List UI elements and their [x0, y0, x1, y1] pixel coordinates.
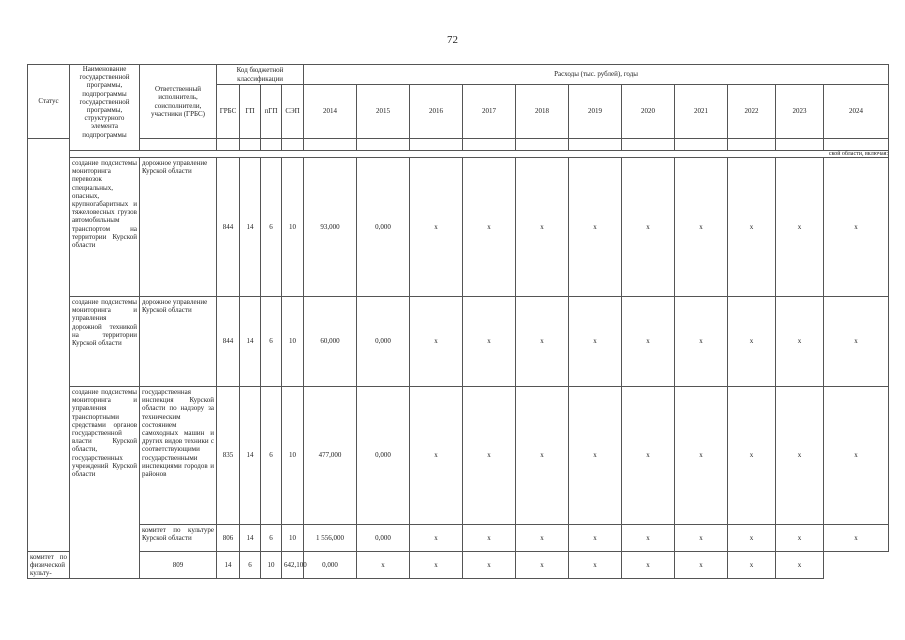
expense-value: x — [357, 552, 410, 579]
sep-code: 10 — [282, 297, 304, 387]
cell — [824, 139, 889, 151]
expense-value: 642,100 — [282, 552, 304, 579]
header-expenses: Расходы (тыс. рублей), годы — [304, 65, 889, 85]
expense-value: x — [776, 552, 824, 579]
expense-value: x — [824, 387, 889, 525]
pgp-code: 6 — [261, 387, 282, 525]
grbs-code: 806 — [217, 525, 240, 552]
sep-code: 10 — [282, 387, 304, 525]
expense-value: x — [728, 297, 776, 387]
executor-name: государственная инспекция Курской области по надзору за техническим состоянием самоходных машин и других видов техники с соответствующими государственными инспекциями городов и районов — [140, 387, 217, 525]
executor-name: дорожное управление Курской области — [140, 158, 217, 297]
expense-value: 0,000 — [357, 158, 410, 297]
expense-value: x — [728, 158, 776, 297]
sep-code: 10 — [261, 552, 282, 579]
expense-value: x — [622, 552, 675, 579]
expense-value: x — [569, 297, 622, 387]
expense-value: 0,000 — [357, 525, 410, 552]
gp-code: 14 — [217, 552, 240, 579]
header-year: 2021 — [675, 85, 728, 139]
pgp-code: 6 — [261, 525, 282, 552]
budget-table — [27, 64, 889, 579]
header-sep: СЭП — [282, 85, 304, 139]
expense-value: 1 556,000 — [304, 525, 357, 552]
expense-value: x — [569, 387, 622, 525]
grbs-code: 844 — [217, 158, 240, 297]
expense-value: x — [728, 525, 776, 552]
status-cell — [28, 139, 70, 552]
expense-value: 0,000 — [357, 387, 410, 525]
expense-value: 0,000 — [304, 552, 357, 579]
expense-value: x — [824, 525, 889, 552]
program-name: создание подсистемы мониторинга перевозок специальных, опасных, крупногабаритных и тяжеловесных грузов автомобильным транспортом на территории Курской области — [70, 158, 140, 297]
cell — [569, 139, 622, 151]
expense-value: x — [516, 297, 569, 387]
expense-value: 93,000 — [304, 158, 357, 297]
cell — [217, 139, 240, 151]
expense-value: x — [463, 158, 516, 297]
expense-value: x — [410, 158, 463, 297]
header-year: 2023 — [776, 85, 824, 139]
cell — [240, 139, 261, 151]
pgp-code: 6 — [240, 552, 261, 579]
sep-code: 10 — [282, 158, 304, 297]
expense-value: x — [516, 158, 569, 297]
header-year: 2022 — [728, 85, 776, 139]
expense-value: x — [728, 552, 776, 579]
pgp-code: 6 — [261, 158, 282, 297]
cell — [357, 139, 410, 151]
gp-code: 14 — [240, 387, 261, 525]
expense-value: x — [463, 297, 516, 387]
expense-value: x — [622, 158, 675, 297]
expense-value: 60,000 — [304, 297, 357, 387]
expense-value: x — [824, 158, 889, 297]
expense-value: x — [516, 387, 569, 525]
sep-code: 10 — [282, 525, 304, 552]
expense-value: x — [463, 525, 516, 552]
header-year: 2017 — [463, 85, 516, 139]
expense-value: x — [622, 297, 675, 387]
grbs-code: 835 — [217, 387, 240, 525]
name-tail: ской области, включая: — [70, 151, 889, 158]
expense-value: x — [569, 525, 622, 552]
cell — [140, 139, 217, 151]
header-grbs: ГРБС — [217, 85, 240, 139]
header-year: 2014 — [304, 85, 357, 139]
expense-value: x — [410, 525, 463, 552]
cell — [410, 139, 463, 151]
header-year: 2020 — [622, 85, 675, 139]
expense-value: x — [675, 158, 728, 297]
header-pgp: пГП — [261, 85, 282, 139]
header-year: 2019 — [569, 85, 622, 139]
cell — [622, 139, 675, 151]
grbs-code: 809 — [140, 552, 217, 579]
executor-name: дорожное управление Курской области — [140, 297, 217, 387]
expense-value: x — [675, 297, 728, 387]
program-name: создание подсистемы мониторинга и управления транспортными средствами органов государственной власти Курской области, государственных учреждений Курской области — [70, 387, 140, 579]
expense-value: x — [410, 552, 463, 579]
expense-value: 0,000 — [357, 297, 410, 387]
page-number: 72 — [447, 34, 458, 46]
expense-value: x — [410, 297, 463, 387]
gp-code: 14 — [240, 525, 261, 552]
cell — [675, 139, 728, 151]
cell — [463, 139, 516, 151]
header-year: 2015 — [357, 85, 410, 139]
expense-value: x — [622, 525, 675, 552]
expense-value: x — [569, 552, 622, 579]
gp-code: 14 — [240, 158, 261, 297]
expense-value: x — [776, 297, 824, 387]
expense-value: x — [569, 158, 622, 297]
header-budget-code: Код бюджетной классификации — [217, 65, 304, 85]
expense-value: x — [776, 525, 824, 552]
header-year: 2024 — [824, 85, 889, 139]
header-gp: ГП — [240, 85, 261, 139]
expense-value: x — [728, 387, 776, 525]
cell — [516, 139, 569, 151]
cell — [776, 139, 824, 151]
grbs-code: 844 — [217, 297, 240, 387]
cell — [282, 139, 304, 151]
header-year: 2018 — [516, 85, 569, 139]
expense-value: x — [463, 387, 516, 525]
expense-value: x — [675, 525, 728, 552]
program-name: создание подсистемы мониторинга и управления дорожной техникой на территории Курской области — [70, 297, 140, 387]
executor-name: комитет по культуре Курской области — [140, 525, 217, 552]
cell — [728, 139, 776, 151]
header-status: Статус — [28, 65, 70, 139]
expense-value: x — [675, 552, 728, 579]
header-executor: Ответственный исполнитель, соисполнители, участники (ГРБС) — [140, 65, 217, 139]
expense-value: x — [516, 552, 569, 579]
expense-value: x — [824, 297, 889, 387]
pgp-code: 6 — [261, 297, 282, 387]
expense-value: 477,000 — [304, 387, 357, 525]
executor-name: комитет по физической культу- — [28, 552, 70, 579]
cell — [304, 139, 357, 151]
expense-value: x — [463, 552, 516, 579]
header-year: 2016 — [410, 85, 463, 139]
gp-code: 14 — [240, 297, 261, 387]
cell — [261, 139, 282, 151]
expense-value: x — [622, 387, 675, 525]
expense-value: x — [516, 525, 569, 552]
header-name: Наименование государственной программы, подпрограммы государственной программы, структурного элемента подпрограммы — [70, 65, 140, 151]
expense-value: x — [410, 387, 463, 525]
expense-value: x — [776, 158, 824, 297]
expense-value: x — [776, 387, 824, 525]
expense-value: x — [675, 387, 728, 525]
